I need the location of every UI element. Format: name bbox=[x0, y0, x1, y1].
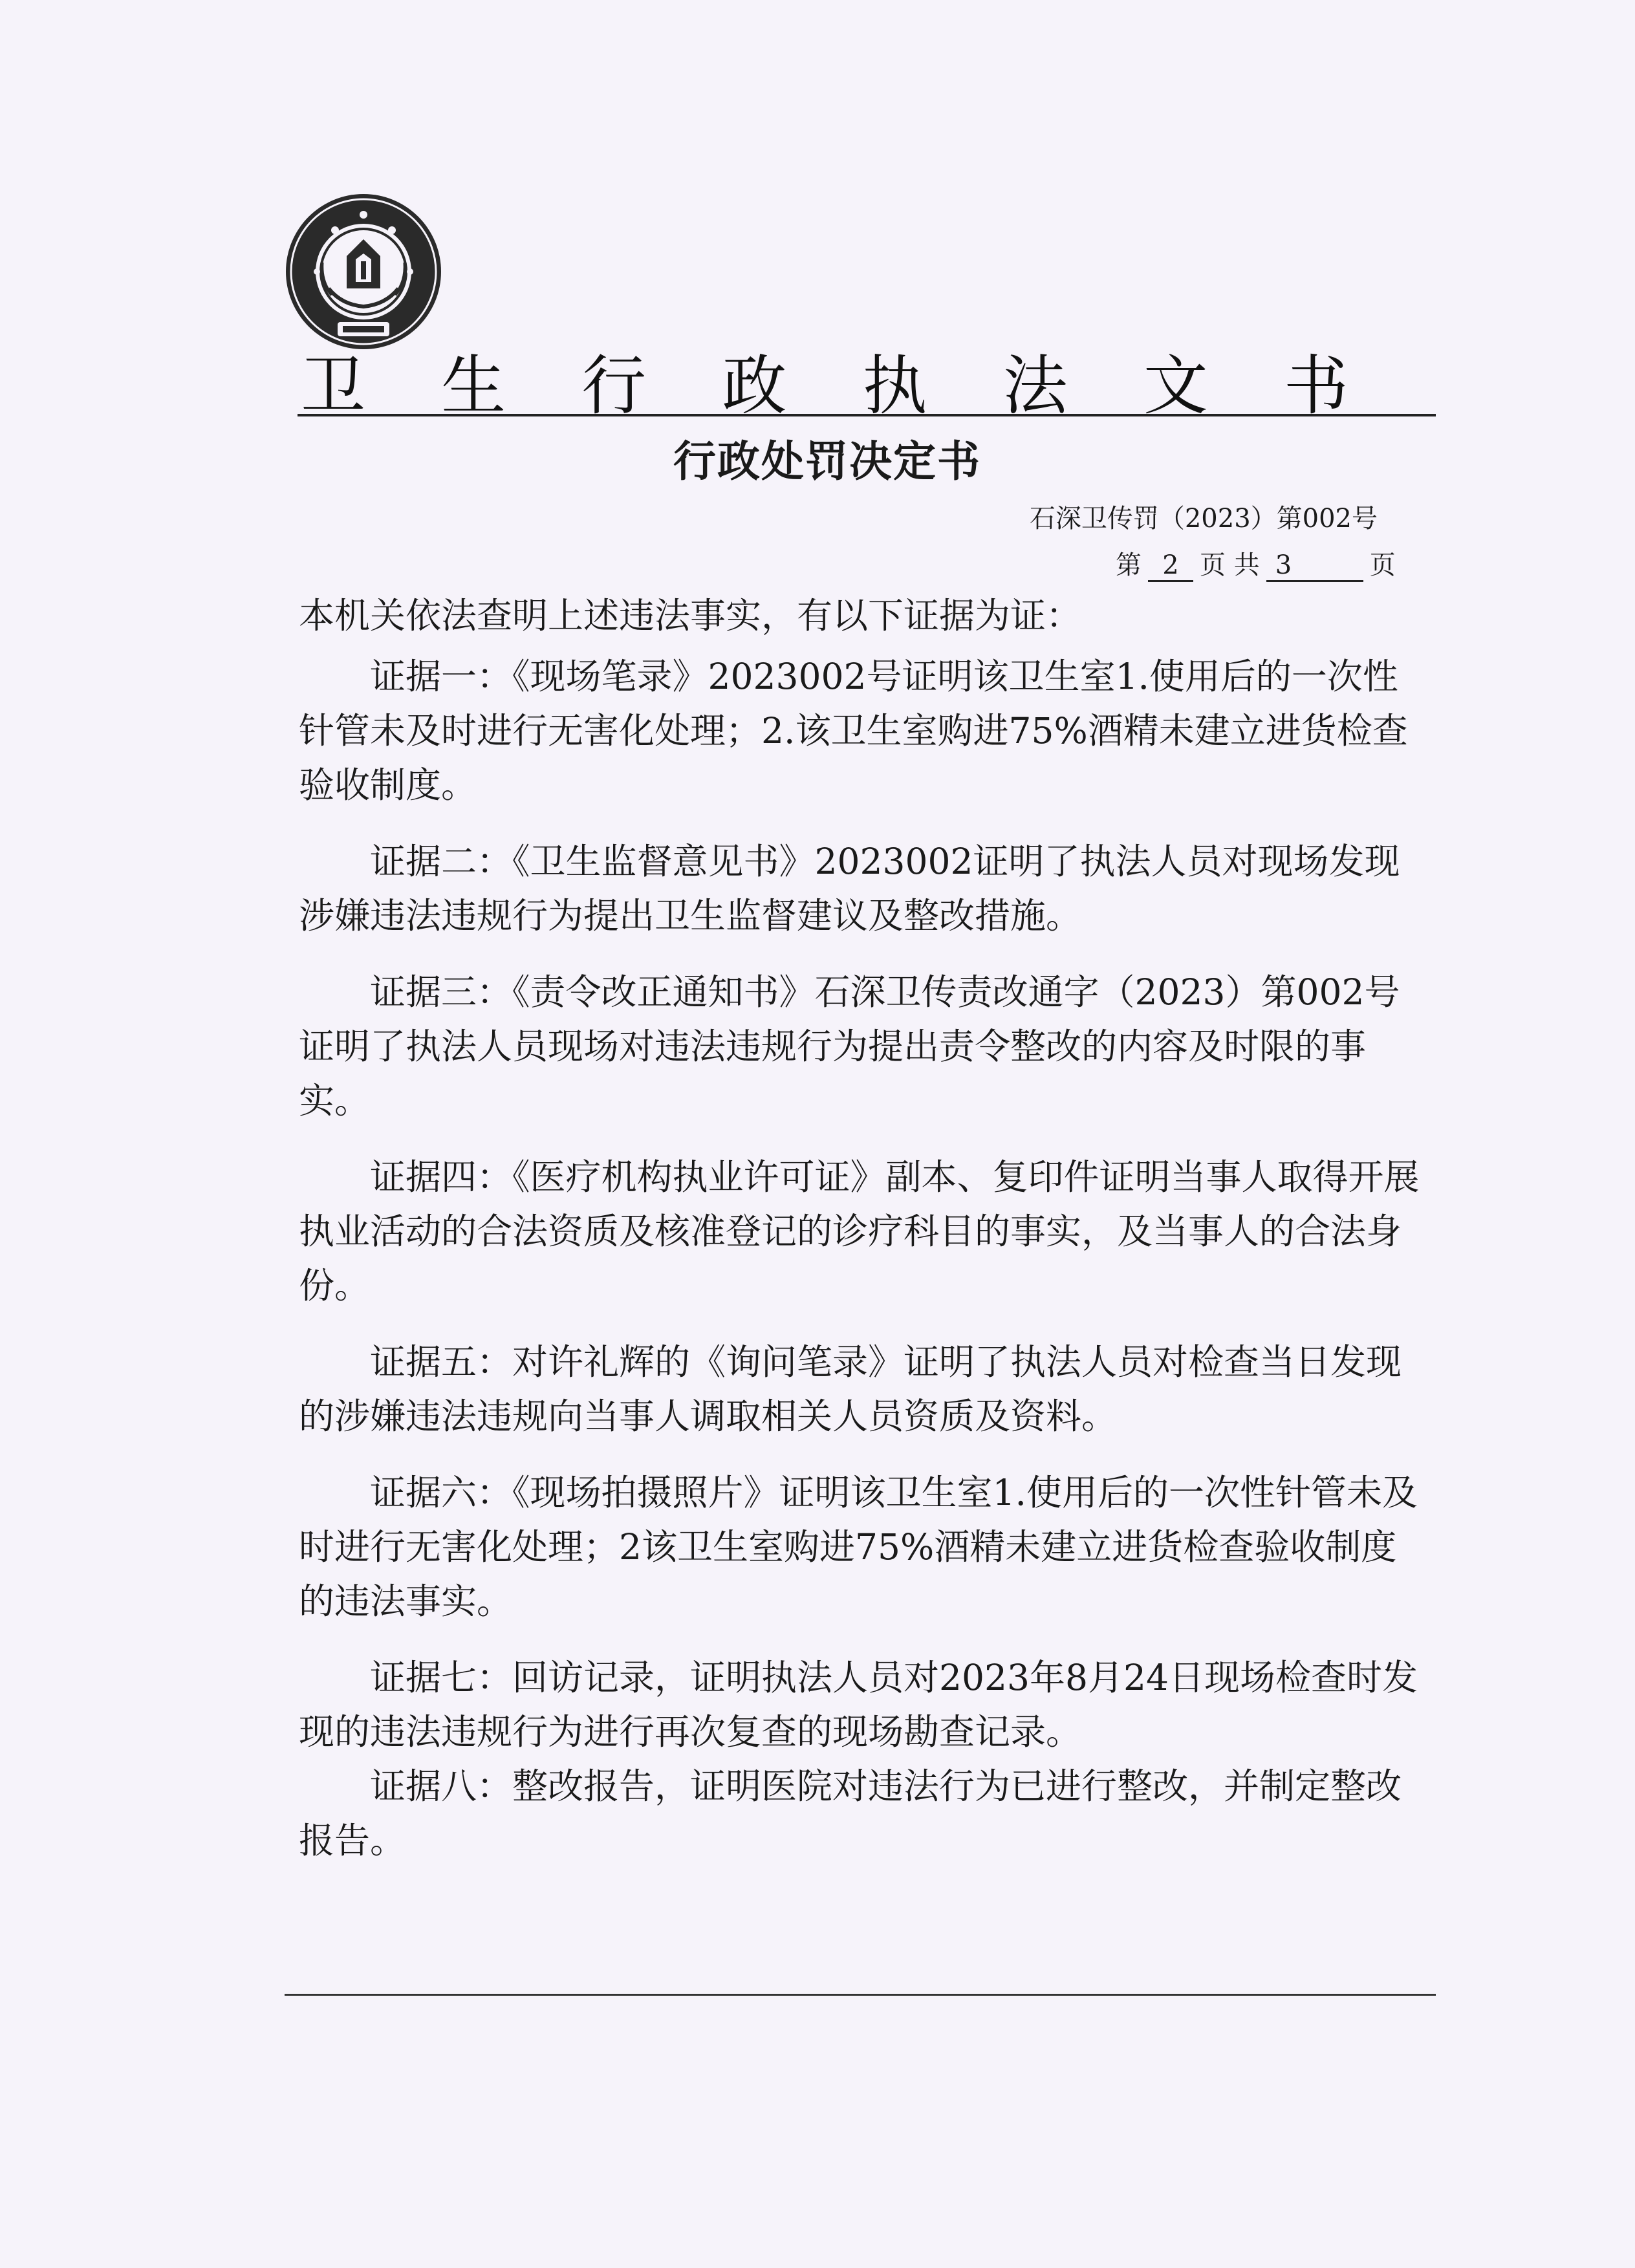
header-title-char: 书 bbox=[1283, 348, 1348, 424]
evidence-paragraph: 证据三：《责令改正通知书》石深卫传责改通字（2023）第002号证明了执法人员现场对违法违规行为提出责令整改的内容及时限的事实。 bbox=[299, 971, 1400, 1121]
footer-divider bbox=[285, 1994, 1436, 1996]
page-indicator bbox=[1116, 545, 1396, 582]
body-intro: 本机关依法查明上述违法事实，有以下证据为证： bbox=[299, 595, 1082, 636]
health-inspection-emblem bbox=[283, 191, 444, 352]
evidence-paragraph: 证据四：《医疗机构执业许可证》副本、复印件证明当事人取得开展执业活动的合法资质及核准登记的诊疗科目的事实，及当事人的合法身份。 bbox=[299, 1156, 1420, 1306]
document-number: 石深卫传罚（2023）第002号 bbox=[1029, 504, 1378, 534]
page-current: 2 bbox=[1148, 550, 1193, 582]
header-title-char: 文 bbox=[1143, 348, 1208, 424]
header-title-char: 行 bbox=[581, 348, 647, 424]
header-title-char: 卫 bbox=[301, 348, 365, 424]
header-title-char: 政 bbox=[722, 348, 787, 424]
page-middle: 页 共 bbox=[1200, 550, 1260, 580]
evidence-paragraph: 证据一：《现场笔录》2023002号证明该卫生室1.使用后的一次性针管未及时进行无害化处理；2.该卫生室购进75%酒精未建立进货检查验收制度。 bbox=[299, 656, 1408, 806]
header-title-char: 执 bbox=[862, 348, 927, 424]
evidence-paragraph: 证据八：整改报告，证明医院对违法行为已进行整改，并制定整改报告。 bbox=[299, 1766, 1402, 1861]
header-title-char: 生 bbox=[441, 348, 506, 424]
header-title-char: 法 bbox=[1002, 348, 1068, 424]
header-title bbox=[301, 335, 1348, 426]
evidence-paragraph: 证据六：《现场拍摄照片》证明该卫生室1.使用后的一次性针管未及时进行无害化处理；2该卫生室购进75%酒精未建立进货检查验收制度的违法事实。 bbox=[299, 1472, 1418, 1622]
emblem-icon bbox=[283, 191, 444, 352]
page-prefix: 第 bbox=[1116, 550, 1142, 580]
evidence-paragraph: 证据五：对许礼辉的《询问笔录》证明了执法人员对检查当日发现的涉嫌违法违规向当事人调取相关人员资质及资料。 bbox=[299, 1341, 1402, 1437]
evidence-paragraph: 证据七：回访记录，证明执法人员对2023年8月24日现场检查时发现的违法违规行为进行再次复查的现场勘查记录。 bbox=[299, 1657, 1418, 1753]
evidence-paragraph: 证据二：《卫生监督意见书》2023002证明了执法人员对现场发现涉嫌违法违规行为提出卫生监督建议及整改措施。 bbox=[299, 841, 1400, 936]
document-body bbox=[299, 589, 1424, 1868]
page-suffix: 页 bbox=[1369, 550, 1396, 580]
document-title: 行政处罚决定书 bbox=[673, 436, 981, 486]
page-total: 3 bbox=[1266, 550, 1363, 582]
header-divider bbox=[298, 414, 1436, 416]
